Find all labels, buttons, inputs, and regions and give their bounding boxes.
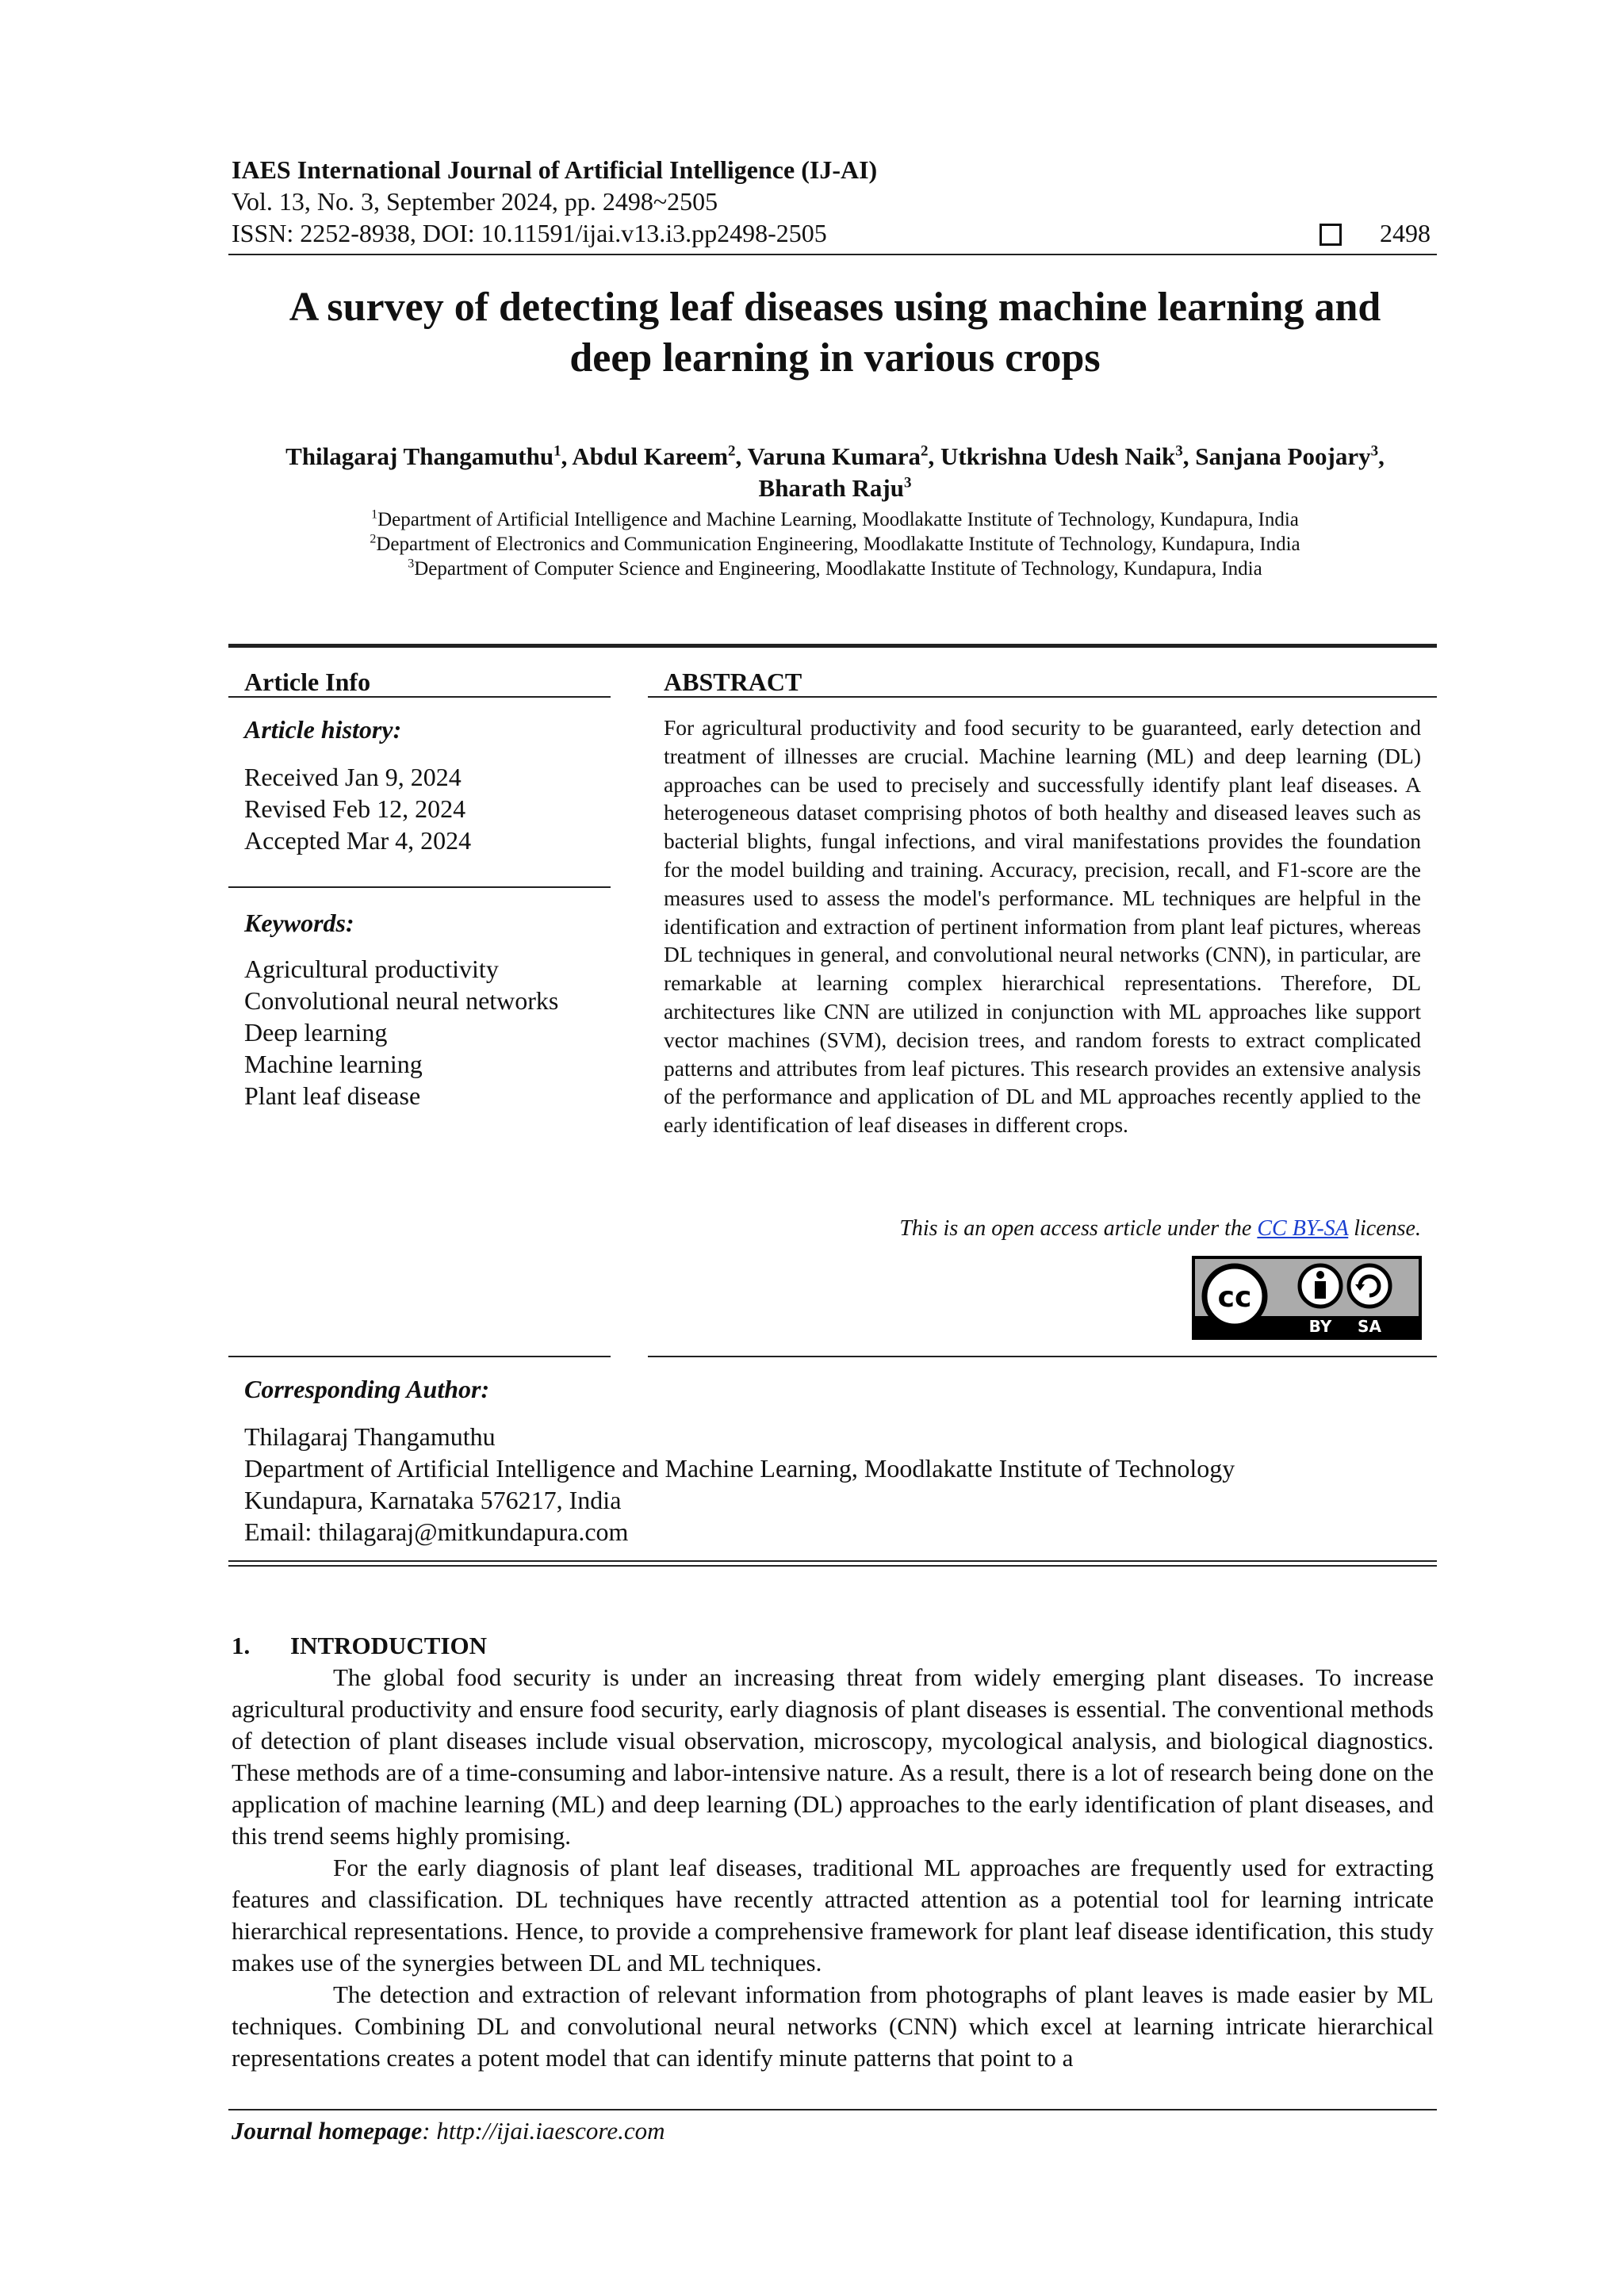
section-rule	[228, 644, 1437, 648]
issn-line: ISSN: 2252-8938, DOI: 10.11591/ijai.v13.i3.pp2498-2505	[232, 219, 827, 247]
abstract-heading: ABSTRACT	[664, 668, 802, 696]
double-rule	[228, 1560, 1437, 1562]
divider	[228, 1356, 611, 1357]
keywords-heading: Keywords:	[244, 909, 354, 937]
journal-homepage: Journal homepage: http://ijai.iaescore.com	[232, 2117, 665, 2145]
corresponding-name: Thilagaraj Thangamuthu	[244, 1422, 496, 1451]
article-history-heading: Article history:	[244, 715, 402, 744]
keyword: Convolutional neural networks	[244, 986, 559, 1015]
received-date: Received Jan 9, 2024	[244, 763, 462, 791]
divider	[648, 1356, 1437, 1357]
svg-text:SA: SA	[1358, 1317, 1381, 1336]
license-link[interactable]: CC BY-SA	[1257, 1216, 1349, 1241]
checkbox-icon	[1320, 224, 1342, 246]
corresponding-heading: Corresponding Author:	[244, 1375, 490, 1403]
article-info-heading: Article Info	[244, 668, 371, 696]
accepted-date: Accepted Mar 4, 2024	[244, 826, 472, 855]
author: Thilagaraj Thangamuthu$^1$,	[285, 442, 573, 470]
paper-title: A survey of detecting leaf diseases using machine learning and deep learning in various crops	[289, 285, 1381, 381]
author: Abdul Kareem$^2$,	[572, 442, 748, 470]
intro-paragraph-2: For the early diagnosis of plant leaf diseases, traditional ML approaches are frequently used for extracting features and classification. DL techniques have recently attracted attention as a potential tool for learning intricate hierarchical representations. Hence, to provide a comprehensive framework for plant leaf disease identification, this study makes use of the synergies between DL and ML techniques.	[232, 1854, 1434, 1976]
corresponding-address: Kundapura, Karnataka 576217, India	[244, 1486, 622, 1514]
divider	[648, 696, 1437, 698]
double-rule	[228, 1565, 1437, 1567]
author: Bharath Raju$^3$	[758, 474, 912, 502]
keyword: Plant leaf disease	[244, 1081, 421, 1110]
author: Utkrishna Udesh Naik$^3$,	[940, 442, 1196, 470]
journal-name: IAES International Journal of Artificial Intelligence (IJ-AI)	[232, 155, 878, 184]
abstract-text: For agricultural productivity and food security to be guaranteed, early detection and treatment of illnesses are crucial. Machine learning (ML) and deep learning (DL) approaches can be used to precisely and successfully identify plant leaf diseases. A heterogeneous dataset comprising photos of both healthy and diseased leaves such as bacterial blights, fungal infections, and viral manifestations provides the foundation for the model building and training. Accuracy, precision, recall, and F1-score are the measures used to assess the model's performance. ML techniques are helpful in the identification and extraction of pertinent information from plant leaf pictures, whereas DL techniques in general, and convolutional neural networks (CNN), in particular, are remarkable at learning complex hierarchical representations. Therefore, DL architectures like CNN are utilized in conjunction with ML approaches like support vector machines (SVM), decision trees, and random forests to extract complicated patterns and attributes from leaf pictures. This research provides an extensive analysis of the performance and application of DL and ML approaches recently applied to the early identification of leaf diseases in different crops.	[664, 715, 1421, 1138]
author: Sanjana Poojary$^3$,	[1195, 442, 1385, 470]
svg-text:BY: BY	[1308, 1317, 1332, 1336]
keyword: Agricultural productivity	[244, 955, 499, 983]
keyword-list	[244, 953, 558, 1112]
corresponding-dept: Department of Artificial Intelligence and Machine Learning, Moodlakatte Institute of Technology	[244, 1454, 1235, 1483]
affiliation: $^2$Department of Electronics and Communication Engineering, Moodlakatte Institute of Technology, Kundapura, India	[370, 532, 1300, 555]
volume-line: Vol. 13, No. 3, September 2024, pp. 2498~2505	[232, 187, 718, 216]
author-list	[228, 441, 1442, 504]
page-number: 2498	[1380, 219, 1431, 247]
revised-date: Revised Feb 12, 2024	[244, 794, 466, 823]
corresponding-block	[244, 1421, 1235, 1548]
divider	[228, 886, 611, 888]
license-note: This is an open access article under the CC BY-SA license.	[899, 1216, 1421, 1241]
intro-paragraph-1: The global food security is under an increasing threat from widely emerging plant diseases. To increase agricultural productivity and ensure food security, early diagnosis of plant diseases is essential. The conventional methods of detection of plant diseases include visual observation, microscopy, mycological analysis, and biological diagnostics. These methods are of a time-consuming and labor-intensive nature. As a result, there is a lot of research being done on the application of machine learning (ML) and deep learning (DL) approaches to the early identification of plant diseases, and this trend seems highly promising.	[232, 1663, 1434, 1850]
footer-rule	[228, 2109, 1437, 2110]
affiliation: $^3$Department of Computer Science and Engineering, Moodlakatte Institute of Technology, Kundapura, India	[408, 557, 1262, 580]
author: Varuna Kumara$^2$,	[747, 442, 940, 470]
corresponding-email: Email: thilagaraj@mitkundapura.com	[244, 1517, 629, 1546]
cc-icon	[1193, 1257, 1420, 1338]
cc-by-sa-badge[interactable]	[1192, 1256, 1422, 1340]
header-rule	[228, 254, 1437, 255]
keyword: Machine learning	[244, 1050, 423, 1078]
svg-text:cc: cc	[1217, 1281, 1252, 1314]
affiliation: $^1$Department of Artificial Intelligence and Machine Learning, Moodlakatte Institute of Technology, Kundapura, India	[371, 507, 1299, 530]
divider	[228, 696, 611, 698]
intro-paragraph-3: The detection and extraction of relevant information from photographs of plant leaves is made easier by ML techniques. Combining DL and convolutional neural networks (CNN) which excel at learning intricate hierarchical representations creates a potent model that can identify minute patterns that point to a	[232, 1980, 1434, 2072]
keyword: Deep learning	[244, 1018, 388, 1047]
section-heading: 1. INTRODUCTION	[232, 1632, 488, 1659]
